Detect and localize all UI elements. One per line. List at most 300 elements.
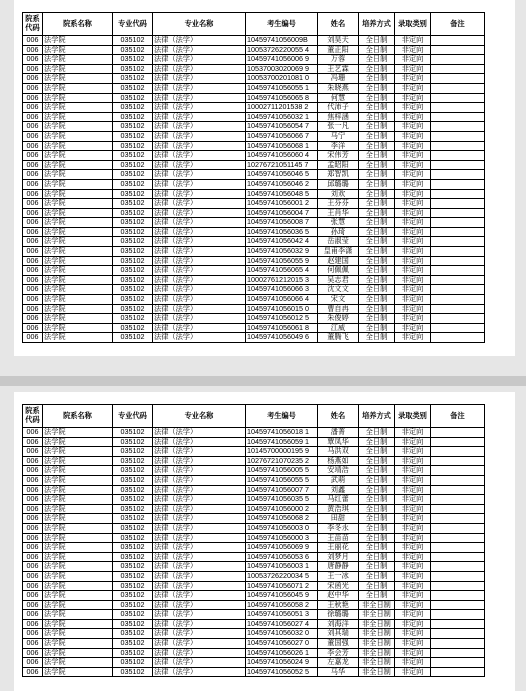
header-major-name: 专业名称: [153, 13, 246, 36]
cell-major-code: 035102: [113, 64, 153, 74]
cell-student-name: 刘其瑞: [318, 629, 359, 639]
cell-remarks: [431, 447, 485, 457]
cell-dept-code: 006: [23, 112, 43, 122]
cell-admission-type: 非定向: [395, 333, 431, 343]
cell-remarks: [431, 64, 485, 74]
header-student-name: 姓名: [318, 13, 359, 36]
admission-table-page-2: [22, 404, 485, 677]
cell-major-code: 035102: [113, 428, 153, 438]
cell-dept-code: 006: [23, 304, 43, 314]
table-row: [23, 333, 485, 343]
cell-study-mode: 全日制: [359, 504, 395, 514]
header-major-name: 专业名称: [153, 405, 246, 428]
cell-dept-name: 法学院: [43, 93, 113, 103]
cell-dept-code: 006: [23, 218, 43, 228]
cell-dept-code: 006: [23, 266, 43, 276]
cell-major-name: 法律（法学）: [153, 285, 246, 295]
cell-remarks: [431, 151, 485, 161]
cell-student-name: 王丽花: [318, 543, 359, 553]
cell-admission-type: 非定向: [395, 600, 431, 610]
cell-major-code: 035102: [113, 475, 153, 485]
cell-dept-code: 006: [23, 179, 43, 189]
table-row: [23, 160, 485, 170]
header-dept-code: 院系代码: [23, 405, 43, 428]
table-row: [23, 533, 485, 543]
cell-student-name: 沈文文: [318, 285, 359, 295]
cell-remarks: [431, 428, 485, 438]
cell-dept-code: 006: [23, 571, 43, 581]
table-row: [23, 619, 485, 629]
cell-remarks: [431, 610, 485, 620]
cell-study-mode: 全日制: [359, 562, 395, 572]
table-row: [23, 456, 485, 466]
cell-dept-code: 006: [23, 83, 43, 93]
cell-remarks: [431, 485, 485, 495]
cell-study-mode: 全日制: [359, 285, 395, 295]
cell-remarks: [431, 514, 485, 524]
cell-admission-type: 非定向: [395, 428, 431, 438]
cell-major-name: 法律（法学）: [153, 562, 246, 572]
cell-remarks: [431, 266, 485, 276]
table-row: [23, 658, 485, 668]
table-body: [23, 36, 485, 343]
cell-remarks: [431, 170, 485, 180]
cell-remarks: [431, 55, 485, 65]
cell-admission-type: 非定向: [395, 93, 431, 103]
cell-student-name: 马宁: [318, 131, 359, 141]
cell-student-name: 马华: [318, 667, 359, 677]
cell-student-name: 王苗苗: [318, 533, 359, 543]
cell-student-name: 孙琦: [318, 227, 359, 237]
cell-candidate-id: 10459741056004 7: [246, 208, 318, 218]
cell-dept-code: 006: [23, 122, 43, 132]
cell-dept-code: 006: [23, 629, 43, 639]
table-row: [23, 122, 485, 132]
cell-dept-name: 法学院: [43, 600, 113, 610]
cell-study-mode: 全日制: [359, 591, 395, 601]
cell-student-name: 刘昊天: [318, 36, 359, 46]
cell-dept-name: 法学院: [43, 639, 113, 649]
cell-dept-name: 法学院: [43, 227, 113, 237]
cell-study-mode: 全日制: [359, 533, 395, 543]
cell-dept-code: 006: [23, 275, 43, 285]
cell-dept-name: 法学院: [43, 619, 113, 629]
cell-candidate-id: 10459741056071 2: [246, 581, 318, 591]
cell-student-name: 朱晓燕: [318, 83, 359, 93]
cell-dept-name: 法学院: [43, 428, 113, 438]
cell-major-code: 035102: [113, 256, 153, 266]
cell-candidate-id: 10459741056055 1: [246, 83, 318, 93]
cell-dept-name: 法学院: [43, 523, 113, 533]
cell-dept-name: 法学院: [43, 533, 113, 543]
cell-candidate-id: 10053726220034 5: [246, 571, 318, 581]
cell-major-name: 法律（法学）: [153, 495, 246, 505]
cell-study-mode: 非全日制: [359, 667, 395, 677]
cell-major-code: 035102: [113, 266, 153, 276]
cell-admission-type: 非定向: [395, 237, 431, 247]
cell-study-mode: 全日制: [359, 45, 395, 55]
cell-student-name: 刘鑫: [318, 485, 359, 495]
cell-student-name: 张慧: [318, 218, 359, 228]
cell-student-name: 代沛子: [318, 103, 359, 113]
cell-dept-name: 法学院: [43, 189, 113, 199]
cell-major-name: 法律（法学）: [153, 658, 246, 668]
table-row: [23, 600, 485, 610]
cell-remarks: [431, 122, 485, 132]
cell-major-code: 035102: [113, 179, 153, 189]
table-row: [23, 610, 485, 620]
cell-remarks: [431, 533, 485, 543]
cell-remarks: [431, 141, 485, 151]
table-header-row: [23, 405, 485, 428]
table-row: [23, 581, 485, 591]
cell-study-mode: 全日制: [359, 218, 395, 228]
cell-student-name: 吴志君: [318, 275, 359, 285]
cell-major-code: 035102: [113, 466, 153, 476]
cell-dept-code: 006: [23, 208, 43, 218]
cell-candidate-id: 10459741056051 3: [246, 610, 318, 620]
cell-study-mode: 非全日制: [359, 600, 395, 610]
cell-candidate-id: 10459741056052 5: [246, 667, 318, 677]
cell-major-name: 法律（法学）: [153, 552, 246, 562]
cell-admission-type: 非定向: [395, 103, 431, 113]
cell-dept-name: 法学院: [43, 648, 113, 658]
cell-admission-type: 非定向: [395, 83, 431, 93]
cell-major-name: 法律（法学）: [153, 475, 246, 485]
cell-major-name: 法律（法学）: [153, 131, 246, 141]
cell-dept-code: 006: [23, 466, 43, 476]
table-row: [23, 247, 485, 257]
cell-admission-type: 非定向: [395, 447, 431, 457]
cell-major-name: 法律（法学）: [153, 83, 246, 93]
cell-major-code: 035102: [113, 514, 153, 524]
header-study-mode: 培养方式: [359, 405, 395, 428]
cell-candidate-id: 10459741056042 4: [246, 237, 318, 247]
table-row: [23, 64, 485, 74]
cell-study-mode: 全日制: [359, 456, 395, 466]
header-dept-name: 院系名称: [43, 405, 113, 428]
cell-admission-type: 非定向: [395, 648, 431, 658]
cell-student-name: 张一凡: [318, 122, 359, 132]
cell-dept-code: 006: [23, 151, 43, 161]
cell-remarks: [431, 639, 485, 649]
cell-dept-name: 法学院: [43, 495, 113, 505]
cell-major-code: 035102: [113, 141, 153, 151]
table-row: [23, 208, 485, 218]
cell-major-name: 法律（法学）: [153, 610, 246, 620]
cell-student-name: 宋伟芳: [318, 151, 359, 161]
cell-remarks: [431, 667, 485, 677]
cell-dept-code: 006: [23, 581, 43, 591]
cell-candidate-id: 10459741056006 9: [246, 55, 318, 65]
table-row: [23, 45, 485, 55]
cell-remarks: [431, 629, 485, 639]
cell-major-name: 法律（法学）: [153, 227, 246, 237]
table-row: [23, 103, 485, 113]
cell-major-name: 法律（法学）: [153, 639, 246, 649]
cell-major-name: 法律（法学）: [153, 218, 246, 228]
cell-candidate-id: 10459741056059 1: [246, 437, 318, 447]
cell-major-code: 035102: [113, 131, 153, 141]
cell-study-mode: 全日制: [359, 74, 395, 84]
cell-study-mode: 非全日制: [359, 658, 395, 668]
cell-remarks: [431, 562, 485, 572]
cell-student-name: 江威: [318, 323, 359, 333]
cell-major-code: 035102: [113, 227, 153, 237]
cell-major-code: 035102: [113, 170, 153, 180]
cell-candidate-id: 10459741056065 4: [246, 266, 318, 276]
cell-study-mode: 全日制: [359, 552, 395, 562]
cell-major-name: 法律（法学）: [153, 437, 246, 447]
cell-major-code: 035102: [113, 93, 153, 103]
cell-candidate-id: 10459741056000 2: [246, 504, 318, 514]
cell-admission-type: 非定向: [395, 639, 431, 649]
cell-dept-name: 法学院: [43, 266, 113, 276]
table-row: [23, 170, 485, 180]
cell-admission-type: 非定向: [395, 658, 431, 668]
cell-student-name: 刘梦月: [318, 552, 359, 562]
header-major-code: 专业代码: [113, 13, 153, 36]
cell-candidate-id: 10276721051145 7: [246, 160, 318, 170]
cell-dept-code: 006: [23, 639, 43, 649]
cell-major-code: 035102: [113, 533, 153, 543]
cell-dept-code: 006: [23, 74, 43, 84]
cell-dept-code: 006: [23, 667, 43, 677]
cell-major-name: 法律（法学）: [153, 533, 246, 543]
cell-admission-type: 非定向: [395, 475, 431, 485]
table-row: [23, 428, 485, 438]
cell-remarks: [431, 189, 485, 199]
cell-student-name: 马红蕾: [318, 495, 359, 505]
cell-student-name: 田甜: [318, 514, 359, 524]
cell-dept-code: 006: [23, 562, 43, 572]
cell-dept-name: 法学院: [43, 571, 113, 581]
cell-remarks: [431, 275, 485, 285]
cell-major-code: 035102: [113, 495, 153, 505]
cell-student-name: 董腾飞: [318, 333, 359, 343]
cell-major-code: 035102: [113, 667, 153, 677]
cell-admission-type: 非定向: [395, 533, 431, 543]
cell-remarks: [431, 571, 485, 581]
cell-study-mode: 全日制: [359, 428, 395, 438]
cell-dept-name: 法学院: [43, 543, 113, 553]
table-row: [23, 275, 485, 285]
cell-study-mode: 全日制: [359, 227, 395, 237]
cell-major-name: 法律（法学）: [153, 247, 246, 257]
cell-dept-code: 006: [23, 131, 43, 141]
cell-dept-code: 006: [23, 64, 43, 74]
table-row: [23, 189, 485, 199]
cell-candidate-id: 10459741056007 7: [246, 485, 318, 495]
cell-remarks: [431, 256, 485, 266]
cell-remarks: [431, 199, 485, 209]
header-admission-type: 录取类别: [395, 405, 431, 428]
table-row: [23, 131, 485, 141]
cell-remarks: [431, 523, 485, 533]
cell-student-name: 董国强: [318, 639, 359, 649]
cell-dept-name: 法学院: [43, 610, 113, 620]
cell-candidate-id: 10459741056000 3: [246, 533, 318, 543]
cell-admission-type: 非定向: [395, 55, 431, 65]
cell-student-name: 潘菁: [318, 428, 359, 438]
header-student-name: 姓名: [318, 405, 359, 428]
cell-study-mode: 全日制: [359, 333, 395, 343]
cell-candidate-id: 10459741056009B: [246, 36, 318, 46]
cell-admission-type: 非定向: [395, 514, 431, 524]
table-row: [23, 227, 485, 237]
cell-major-name: 法律（法学）: [153, 237, 246, 247]
cell-candidate-id: 10459741056012 5: [246, 314, 318, 324]
cell-admission-type: 非定向: [395, 667, 431, 677]
cell-admission-type: 非定向: [395, 504, 431, 514]
cell-candidate-id: 10459741056068 2: [246, 514, 318, 524]
cell-candidate-id: 10459741056026 1: [246, 648, 318, 658]
cell-study-mode: 全日制: [359, 151, 395, 161]
cell-remarks: [431, 543, 485, 553]
cell-major-code: 035102: [113, 323, 153, 333]
cell-candidate-id: 10459741056066 3: [246, 285, 318, 295]
table-row: [23, 36, 485, 46]
header-candidate-id: 考生编号: [246, 405, 318, 428]
cell-major-name: 法律（法学）: [153, 456, 246, 466]
cell-dept-code: 006: [23, 189, 43, 199]
cell-admission-type: 非定向: [395, 437, 431, 447]
header-dept-name: 院系名称: [43, 13, 113, 36]
cell-study-mode: 全日制: [359, 83, 395, 93]
cell-candidate-id: 10459741056027 0: [246, 639, 318, 649]
cell-dept-code: 006: [23, 485, 43, 495]
cell-major-name: 法律（法学）: [153, 295, 246, 305]
cell-major-name: 法律（法学）: [153, 64, 246, 74]
cell-remarks: [431, 237, 485, 247]
cell-dept-name: 法学院: [43, 275, 113, 285]
cell-student-name: 刘欢: [318, 189, 359, 199]
cell-admission-type: 非定向: [395, 314, 431, 324]
cell-study-mode: 全日制: [359, 466, 395, 476]
cell-study-mode: 非全日制: [359, 648, 395, 658]
cell-major-name: 法律（法学）: [153, 112, 246, 122]
cell-dept-code: 006: [23, 552, 43, 562]
cell-dept-code: 006: [23, 333, 43, 343]
cell-admission-type: 非定向: [395, 456, 431, 466]
cell-major-name: 法律（法学）: [153, 591, 246, 601]
table-row: [23, 667, 485, 677]
table-row: [23, 447, 485, 457]
cell-student-name: 赵建国: [318, 256, 359, 266]
cell-study-mode: 全日制: [359, 437, 395, 447]
cell-candidate-id: 10053726220055 4: [246, 45, 318, 55]
cell-dept-name: 法学院: [43, 237, 113, 247]
cell-study-mode: 全日制: [359, 122, 395, 132]
table-row: [23, 562, 485, 572]
cell-remarks: [431, 504, 485, 514]
header-remarks: 备注: [431, 13, 485, 36]
cell-candidate-id: 10459741056068 1: [246, 141, 318, 151]
header-study-mode: 培养方式: [359, 13, 395, 36]
cell-major-name: 法律（法学）: [153, 514, 246, 524]
cell-remarks: [431, 475, 485, 485]
cell-remarks: [431, 495, 485, 505]
cell-admission-type: 非定向: [395, 112, 431, 122]
cell-major-code: 035102: [113, 571, 153, 581]
cell-remarks: [431, 36, 485, 46]
admission-table-page-1: [22, 12, 485, 343]
cell-major-code: 035102: [113, 36, 153, 46]
cell-dept-name: 法学院: [43, 170, 113, 180]
header-remarks: 备注: [431, 405, 485, 428]
cell-study-mode: 全日制: [359, 141, 395, 151]
cell-remarks: [431, 179, 485, 189]
cell-candidate-id: 10459741056061 8: [246, 323, 318, 333]
cell-student-name: 曹自冉: [318, 304, 359, 314]
cell-admission-type: 非定向: [395, 571, 431, 581]
cell-dept-name: 法学院: [43, 199, 113, 209]
cell-major-name: 法律（法学）: [153, 45, 246, 55]
cell-dept-code: 006: [23, 323, 43, 333]
cell-study-mode: 全日制: [359, 514, 395, 524]
cell-student-name: 邱璐璐: [318, 179, 359, 189]
table-row: [23, 648, 485, 658]
cell-candidate-id: 10459741056015 0: [246, 304, 318, 314]
cell-candidate-id: 10459741056054 7: [246, 122, 318, 132]
cell-dept-name: 法学院: [43, 179, 113, 189]
cell-candidate-id: 10459741056049 6: [246, 333, 318, 343]
cell-remarks: [431, 112, 485, 122]
cell-dept-name: 法学院: [43, 285, 113, 295]
cell-study-mode: 全日制: [359, 275, 395, 285]
cell-major-name: 法律（法学）: [153, 314, 246, 324]
cell-major-name: 法律（法学）: [153, 189, 246, 199]
cell-dept-name: 法学院: [43, 36, 113, 46]
table-row: [23, 437, 485, 447]
cell-admission-type: 非定向: [395, 610, 431, 620]
cell-dept-code: 006: [23, 55, 43, 65]
cell-candidate-id: 10459741056045 9: [246, 591, 318, 601]
cell-dept-name: 法学院: [43, 256, 113, 266]
cell-dept-code: 006: [23, 285, 43, 295]
cell-dept-name: 法学院: [43, 629, 113, 639]
cell-dept-name: 法学院: [43, 64, 113, 74]
cell-dept-code: 006: [23, 514, 43, 524]
cell-admission-type: 非定向: [395, 591, 431, 601]
cell-major-name: 法律（法学）: [153, 504, 246, 514]
cell-admission-type: 非定向: [395, 275, 431, 285]
cell-dept-code: 006: [23, 591, 43, 601]
cell-admission-type: 非定向: [395, 64, 431, 74]
cell-admission-type: 非定向: [395, 562, 431, 572]
cell-student-name: 万蓉: [318, 55, 359, 65]
cell-candidate-id: 10459741056032 1: [246, 112, 318, 122]
cell-candidate-id: 10053700201081 0: [246, 74, 318, 84]
cell-student-name: 王一冰: [318, 571, 359, 581]
table-row: [23, 285, 485, 295]
table-row: [23, 218, 485, 228]
cell-study-mode: 全日制: [359, 179, 395, 189]
cell-dept-name: 法学院: [43, 122, 113, 132]
cell-student-name: 李冬永: [318, 523, 359, 533]
cell-major-name: 法律（法学）: [153, 179, 246, 189]
cell-admission-type: 非定向: [395, 629, 431, 639]
cell-dept-code: 006: [23, 475, 43, 485]
header-admission-type: 录取类别: [395, 13, 431, 36]
cell-dept-code: 006: [23, 247, 43, 257]
cell-study-mode: 全日制: [359, 323, 395, 333]
cell-study-mode: 全日制: [359, 475, 395, 485]
cell-admission-type: 非定向: [395, 552, 431, 562]
cell-admission-type: 非定向: [395, 619, 431, 629]
cell-major-name: 法律（法学）: [153, 199, 246, 209]
cell-admission-type: 非定向: [395, 141, 431, 151]
